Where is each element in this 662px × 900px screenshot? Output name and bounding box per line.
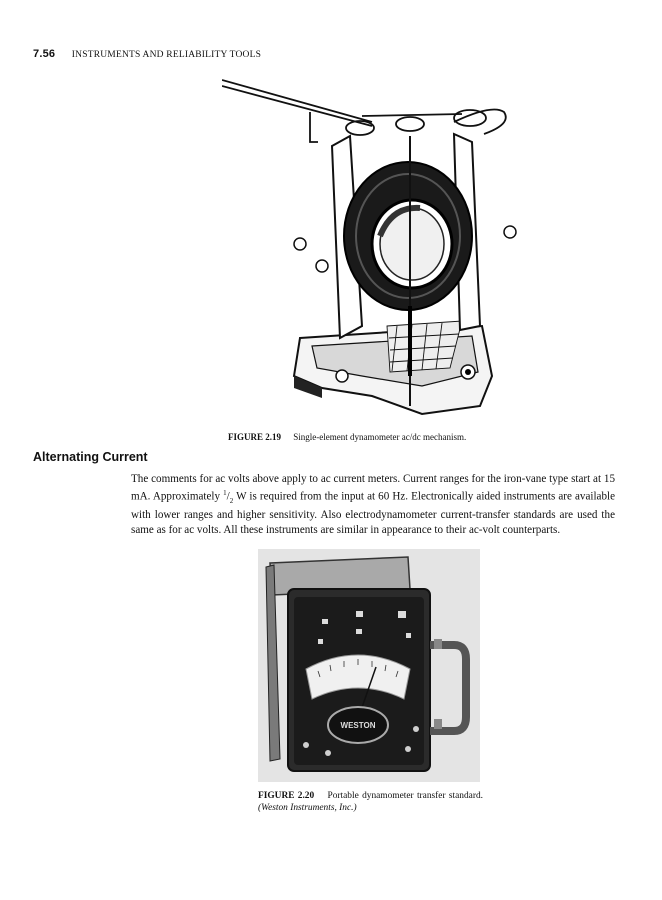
figure-2-19-caption-text: Single-element dynamometer ac/dc mechanism. bbox=[293, 432, 467, 442]
figure-2-20-caption-text: Portable dynamometer transfer standard. bbox=[327, 791, 483, 801]
fraction-denominator: 2 bbox=[229, 497, 234, 506]
fraction-numerator: 1 bbox=[223, 489, 227, 498]
figure-2-20-photo bbox=[258, 549, 480, 782]
figure-2-20-credit: (Weston Instruments, Inc.) bbox=[258, 803, 357, 813]
brand-logo: WESTON bbox=[340, 721, 376, 730]
page-number: 7.56 bbox=[33, 48, 56, 60]
figure-2-19-label: FIGURE 2.19 bbox=[228, 432, 282, 442]
figure-2-20-caption bbox=[258, 790, 483, 814]
running-title: INSTRUMENTS AND RELIABILITY TOOLS bbox=[71, 50, 262, 60]
figure-2-19-illustration bbox=[222, 76, 522, 424]
figure-2-19-caption bbox=[228, 432, 466, 442]
page-header bbox=[33, 48, 261, 60]
figure-2-20-label: FIGURE 2.20 bbox=[258, 791, 315, 801]
instrument-illustration bbox=[258, 549, 480, 782]
paragraph-part-2: W is required from the input at 60 Hz. Electronically aided instruments are available with lower ranges and higher sensitivity. Also electrodynamometer current-transfer standards are used the same as for ac volts. All these instruments are similar in appearance to their ac-volt counterparts. bbox=[131, 490, 616, 536]
fraction-separator: / bbox=[226, 490, 230, 503]
body-paragraph bbox=[131, 472, 615, 537]
section-heading: Alternating Current bbox=[33, 450, 148, 464]
paragraph-part-1: The comments for ac volts above apply to ac current meters. Current ranges for the iron-vane type start at 15 mA. Approximately bbox=[131, 473, 615, 503]
